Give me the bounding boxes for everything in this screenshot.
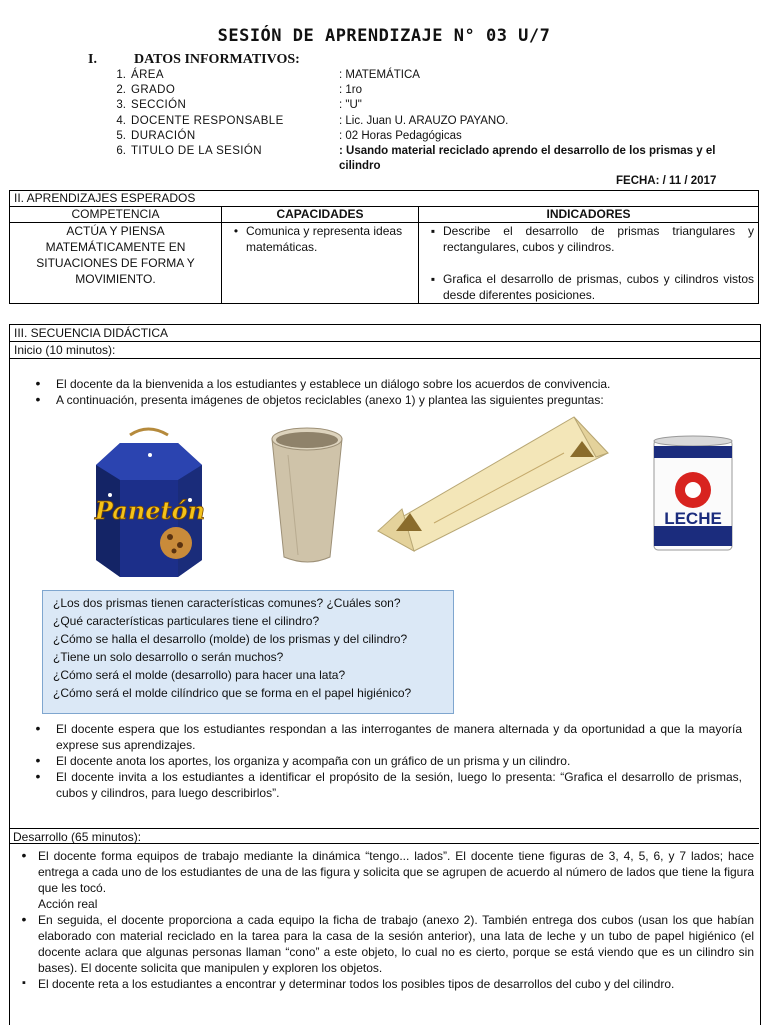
info-number: 6. — [116, 145, 126, 158]
question: ¿Los dos prismas tienen características comunes? ¿Cuáles son? — [53, 596, 401, 610]
section-label: DATOS INFORMATIVOS: — [134, 52, 300, 67]
list-item — [10, 976, 754, 992]
list-item — [10, 912, 754, 976]
secuencia-header: III. SECUENCIA DIDÁCTICA — [10, 325, 760, 342]
questions-box — [42, 590, 454, 714]
paneton-label: Panetón — [94, 496, 206, 525]
aprendizajes-header: II. APRENDIZAJES ESPERADOS — [10, 191, 759, 207]
list-item-text: El docente da la bienvenida a los estudiantes y establece un diálogo sobre los acuerdos de convivencia. — [56, 377, 611, 391]
info-label: SECCIÓN — [131, 99, 187, 112]
desarrollo-header: Desarrollo (65 minutos): — [9, 828, 759, 844]
info-value: : Lic. Juan U. ARAUZO PAYANO. — [339, 114, 509, 127]
question: ¿Cómo será el molde cilíndrico que se forma en el papel higiénico? — [53, 686, 412, 700]
section-datos-informativos-heading — [88, 52, 300, 68]
list-item — [20, 721, 742, 753]
triangular-prism-image — [374, 413, 610, 555]
bullet-icon: • — [35, 720, 41, 736]
indicador-text: Grafica el desarrollo de prismas, cubos y cilindros vistos desde diferentes posiciones. — [443, 272, 754, 302]
paneton-box-image — [90, 425, 208, 583]
session-title: SESIÓN DE APRENDIZAJE N° 03 U/7 — [217, 26, 551, 46]
question: ¿Qué características particulares tiene el cilindro? — [53, 614, 320, 628]
bullet-icon: • — [35, 768, 41, 784]
list-item-text: A continuación, presenta imágenes de objetos reciclables (anexo 1) y plantea las siguientes preguntas: — [56, 393, 604, 407]
info-value: : MATEMÁTICA — [339, 69, 420, 81]
info-value: : Usando material reciclado aprendo el desarrollo de los prismas y el cilindro — [339, 145, 716, 173]
info-number: 3. — [116, 99, 126, 112]
square-bullet-icon: ▪ — [430, 224, 436, 238]
competencia-cell: ACTÚA Y PIENSA MATEMÁTICAMENTE EN SITUACIONES DE FORMA Y MOVIMIENTO. — [10, 223, 222, 304]
list-item-text: En seguida, el docente proporciona a cada equipo la ficha de trabajo (anexo 2). También entrega dos cubos (usan los que habían elaborado con material reciclado en la tarea para la casa de la sesión anterior), una lata de leche y un tubo de papel higiénico (el docente aclara que algunas personas llaman “cono” a este objeto, lo cual no es cierto, porque se está viendo que es un cilindro sin bases). El docente solicita que manipulen y exploren los objetos. — [38, 913, 754, 975]
column-header-competencia: COMPETENCIA — [10, 207, 222, 223]
aprendizajes-table — [9, 190, 759, 304]
capacidad-item — [226, 223, 414, 255]
info-row-seccion — [106, 98, 746, 113]
capacidades-cell — [222, 223, 419, 304]
inicio-list — [20, 376, 742, 408]
list-item — [20, 376, 742, 392]
bullet-icon: • — [35, 375, 41, 391]
square-bullet-icon: ▪ — [430, 272, 436, 286]
indicador-item — [423, 271, 754, 303]
question: ¿Cómo se halla el desarrollo (molde) de los prismas y del cilindro? — [53, 632, 408, 646]
milk-can-image — [650, 434, 736, 556]
leche-label: LECHE — [664, 509, 722, 528]
section-number: I. — [88, 52, 97, 67]
bullet-icon: • — [21, 911, 27, 927]
indicadores-cell — [419, 223, 759, 304]
info-row-titulo — [106, 144, 746, 174]
bullet-icon: • — [35, 391, 41, 407]
square-bullet-icon: ▪ — [22, 977, 26, 989]
inicio-header: Inicio (10 minutos): — [10, 342, 760, 359]
list-item-text: El docente anota los aportes, los organiza y acompaña con un gráfico de un prisma y un cilindro. — [56, 754, 571, 768]
info-row-grado — [106, 83, 746, 98]
info-number: 1. — [116, 69, 126, 81]
column-header-capacidades: CAPACIDADES — [222, 207, 419, 223]
list-item-text: El docente reta a los estudiantes a encontrar y determinar todos los posibles tipos de desarrollos del cubo y del cilindro. — [38, 977, 675, 991]
info-row-duracion — [106, 129, 746, 144]
list-item — [20, 769, 742, 801]
indicador-text: Describe el desarrollo de prismas triangulares y rectangulares, cubos y cilindros. — [443, 224, 754, 254]
list-item — [10, 848, 754, 896]
info-number: 4. — [116, 114, 126, 127]
bullet-icon: • — [233, 224, 239, 238]
column-header-indicadores: INDICADORES — [419, 207, 759, 223]
inicio-followup-list — [20, 721, 742, 801]
accion-real-text: Acción real — [38, 897, 98, 911]
info-number: 5. — [116, 129, 126, 142]
info-row-docente — [106, 114, 746, 129]
info-list — [106, 68, 746, 174]
info-label: DURACIÓN — [131, 129, 196, 142]
info-value: : 02 Horas Pedagógicas — [339, 129, 462, 142]
info-label: DOCENTE RESPONSABLE — [131, 114, 284, 127]
info-row-area — [106, 68, 746, 83]
info-number: 2. — [116, 84, 126, 97]
list-item — [10, 896, 754, 912]
info-label: TITULO DE LA SESIÓN — [131, 145, 262, 158]
question: ¿Cómo será el molde (desarrollo) para hacer una lata? — [53, 668, 346, 682]
desarrollo-list — [10, 848, 754, 992]
info-label: ÁREA — [131, 69, 164, 81]
info-value: : "U" — [339, 99, 362, 112]
list-item — [20, 392, 742, 408]
indicador-item — [423, 223, 754, 255]
capacidad-text: Comunica y representa ideas matemáticas. — [246, 224, 403, 254]
list-item-text: El docente espera que los estudiantes respondan a las interrogantes de manera alternada y da oportunidad a que la mayoría exprese sus aprendizajes. — [56, 722, 742, 752]
paper-tube-image — [268, 425, 346, 567]
info-value: : 1ro — [339, 84, 363, 97]
list-item-text: El docente forma equipos de trabajo mediante la dinámica “tengo... lados”. El docente tiene figuras de 3, 4, 5, 6, y 7 lados; hace entrega a cada uno de los estudiantes de una de las figura y solicita que se agrupen de acuerdo al número de lados que tiene la figura que les tocó. — [38, 849, 754, 895]
bullet-icon: • — [35, 752, 41, 768]
date-field: FECHA: / 11 / 2017 — [616, 175, 717, 187]
bullet-icon: • — [21, 847, 27, 863]
question: ¿Tiene un solo desarrollo o serán muchos? — [53, 650, 284, 664]
list-item — [20, 753, 742, 769]
list-item-text: El docente invita a los estudiantes a identificar el propósito de la sesión, luego lo presenta: “Grafica el desarrollo de prismas, cubos y cilindros, para luego describirlos”. — [56, 770, 742, 800]
info-label: GRADO — [131, 84, 176, 97]
